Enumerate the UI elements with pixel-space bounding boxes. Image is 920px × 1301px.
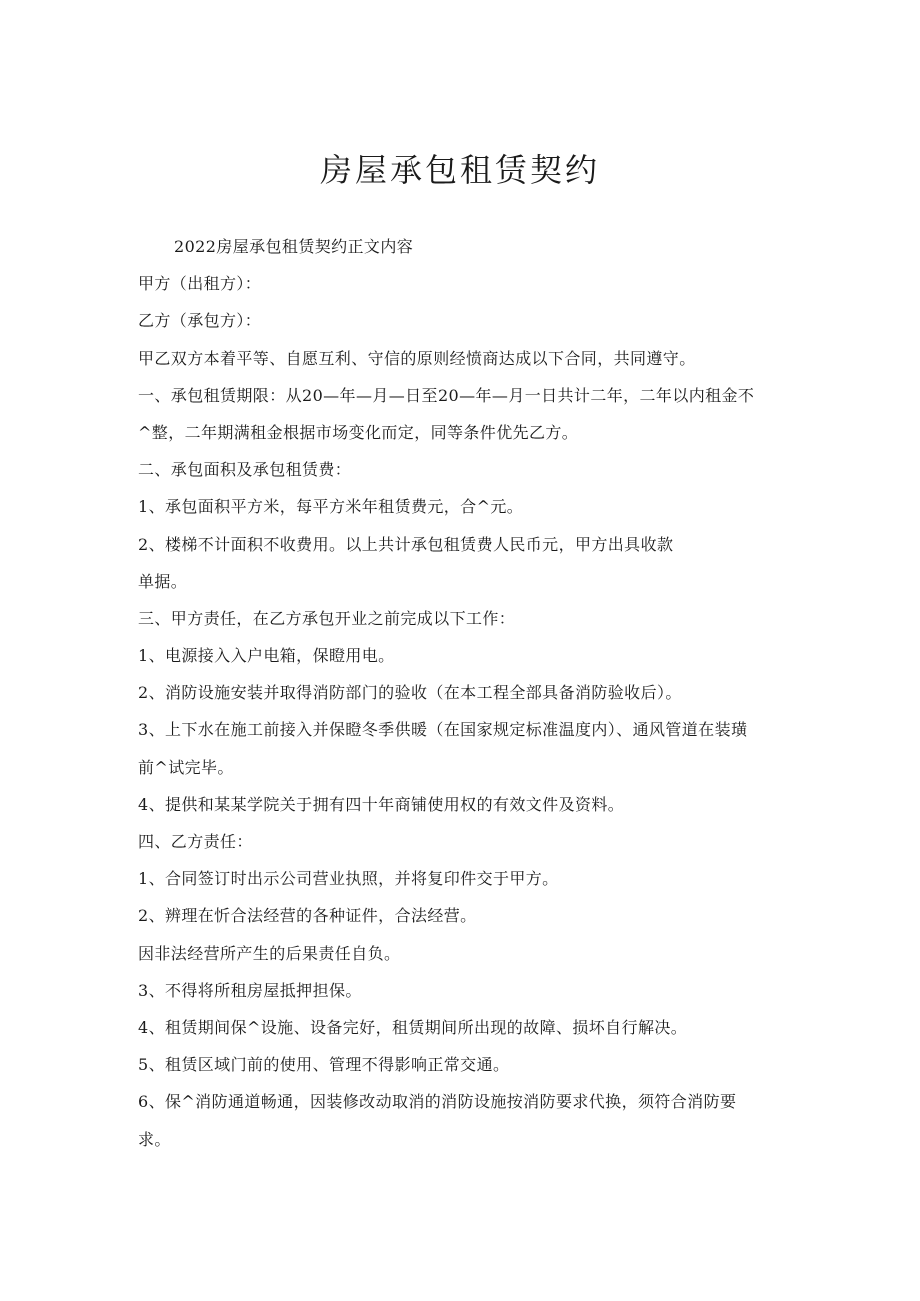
section-heading: 四、乙方责任： — [138, 832, 253, 851]
party-b-line: 乙方（承包方）： — [138, 311, 262, 331]
clause-line: 前^试完毕。 — [138, 757, 234, 777]
paragraph-line: ^整，二年期满租金根据市场变化而定，同等条件优先乙方。 — [138, 422, 579, 442]
clause-line: 6、保^消防通道畅通，因装修改动取消的消防设施按消防要求代换，须符合消防要 — [138, 1092, 737, 1112]
section-heading: 二、承包面积及承包租赁费： — [138, 460, 352, 480]
subtitle-line: 2022房屋承包租赁契约正文内容 — [174, 237, 414, 256]
paragraph-line: 甲乙双方本着平等、自愿互利、守信的原则经愤商达成以下合同，共同遵守。 — [138, 348, 696, 368]
clause-line: 2、楼梯不计面积不收费用。以上共计承包租赁费人民币元，甲方出具收款 — [138, 534, 674, 554]
clause-line: 2、辨理在忻合法经营的各种证件，合法经营。 — [138, 906, 477, 926]
clause-line: 单据。 — [138, 571, 188, 591]
clause-line: 4、提供和某某学院关于拥有四十年商铺使用权的有效文件及资料。 — [138, 794, 625, 814]
document-title: 房屋承包租赁契约 — [319, 151, 600, 189]
section-heading: 三、甲方责任，在乙方承包开业之前完成以下工作： — [138, 608, 516, 628]
clause-line: 3、不得将所租房屋抵押担保。 — [138, 980, 362, 1000]
clause-line: 1、合同签订时出示公司营业执照，并将复印件交于甲方。 — [138, 869, 559, 889]
document-body — [138, 228, 798, 1158]
clause-line: 2、消防设施安装并取得消防部门的验收（在本工程全部具备消防验收后）。 — [138, 683, 682, 703]
clause-line: 因非法经营所产生的后果责任自负。 — [138, 943, 401, 963]
clause-line: 1、承包面积平方米，每平方米年租赁费元，合^元。 — [138, 497, 524, 517]
section-heading: 一、承包租赁期限：从20—年—月—日至20—年—月一日共计二年，二年以内租金不 — [138, 385, 755, 405]
clause-line: 求。 — [138, 1129, 171, 1149]
party-a-line: 甲方（出租方）： — [138, 274, 262, 294]
clause-line: 5、租赁区域门前的使用、管理不得影响正常交通。 — [138, 1055, 510, 1075]
clause-line: 3、上下水在施工前接入并保瞪冬季供暖（在国家规定标准温度内）、通风管道在装璜 — [138, 720, 748, 740]
clause-line: 4、租赁期间保^设施、设备完好，租赁期间所出现的故障、损坏自行解决。 — [138, 1017, 688, 1037]
clause-line: 1、电源接入入户电箱，保瞪用电。 — [138, 646, 395, 666]
